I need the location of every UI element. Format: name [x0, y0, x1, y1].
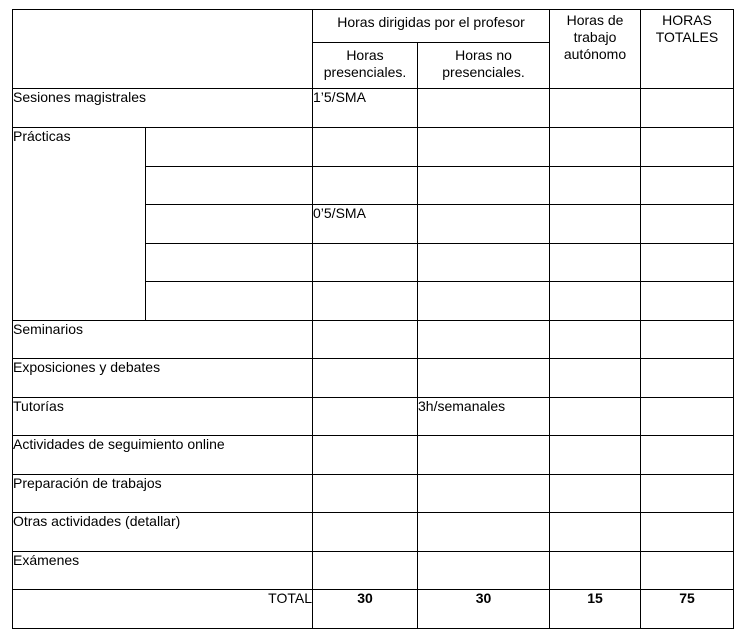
- total-non-presential: 30: [418, 590, 550, 629]
- cell-total: [641, 244, 734, 282]
- cell-presential: [313, 359, 418, 398]
- cell-total: [641, 321, 734, 359]
- cell-presential: [313, 244, 418, 282]
- cell-non-presential: 3h/semanales: [418, 398, 550, 436]
- cell-autonomous: [550, 359, 641, 398]
- row-total: [13, 590, 734, 629]
- cell-total: [641, 89, 734, 128]
- row-label: Exámenes: [13, 552, 313, 590]
- cell-autonomous: [550, 282, 641, 321]
- cell-total: [641, 205, 734, 244]
- row-preparacion-trabajos: [13, 475, 734, 513]
- row-label: Sesiones magistrales: [13, 89, 313, 128]
- cell-total: [641, 167, 734, 205]
- cell-presential: [313, 167, 418, 205]
- cell-non-presential: [418, 552, 550, 590]
- cell-autonomous: [550, 513, 641, 552]
- row-seguimiento-online: [13, 436, 734, 475]
- cell-autonomous: [550, 475, 641, 513]
- cell-total: [641, 475, 734, 513]
- cell-non-presential: [418, 244, 550, 282]
- row-label: Otras actividades (detallar): [13, 513, 313, 552]
- cell-non-presential: [418, 205, 550, 244]
- row-label: Tutorías: [13, 398, 313, 436]
- cell-presential: [313, 475, 418, 513]
- cell-sub-label: [146, 282, 313, 321]
- cell-autonomous: [550, 321, 641, 359]
- row-label: Preparación de trabajos: [13, 475, 313, 513]
- row-label: Actividades de seguimiento online: [13, 436, 313, 475]
- row-practicas-1: [13, 128, 734, 167]
- cell-non-presential: [418, 167, 550, 205]
- cell-total: [641, 128, 734, 167]
- cell-autonomous: [550, 552, 641, 590]
- cell-autonomous: [550, 167, 641, 205]
- cell-total: [641, 398, 734, 436]
- header-directed-hours: Horas dirigidas por el profesor: [313, 10, 550, 43]
- row-seminarios: [13, 321, 734, 359]
- cell-total: [641, 359, 734, 398]
- header-presential-hours: Horas presenciales.: [313, 43, 418, 89]
- cell-autonomous: [550, 128, 641, 167]
- row-tutorias: [13, 398, 734, 436]
- row-examenes: [13, 552, 734, 590]
- cell-non-presential: [418, 359, 550, 398]
- cell-autonomous: [550, 205, 641, 244]
- cell-autonomous: [550, 244, 641, 282]
- cell-autonomous: [550, 89, 641, 128]
- total-label: TOTAL: [13, 590, 313, 629]
- row-sesiones-magistrales: [13, 89, 734, 128]
- cell-presential: [313, 436, 418, 475]
- row-label: Exposiciones y debates: [13, 359, 313, 398]
- cell-sub-label: [146, 128, 313, 167]
- cell-non-presential: [418, 513, 550, 552]
- header-autonomous-hours: Horas de trabajo autónomo: [550, 10, 641, 89]
- cell-total: [641, 513, 734, 552]
- header-total-hours: HORAS TOTALES: [641, 10, 734, 89]
- cell-presential: 0’5/SMA: [313, 205, 418, 244]
- cell-non-presential: [418, 128, 550, 167]
- total-autonomous: 15: [550, 590, 641, 629]
- cell-presential: [313, 321, 418, 359]
- cell-autonomous: [550, 398, 641, 436]
- cell-presential: [313, 513, 418, 552]
- cell-presential: [313, 282, 418, 321]
- cell-sub-label: [146, 205, 313, 244]
- cell-non-presential: [418, 475, 550, 513]
- total-presential: 30: [313, 590, 418, 629]
- row-exposiciones: [13, 359, 734, 398]
- cell-non-presential: [418, 436, 550, 475]
- cell-non-presential: [418, 282, 550, 321]
- header-row-1: [13, 10, 734, 43]
- cell-autonomous: [550, 436, 641, 475]
- row-label: Prácticas: [13, 128, 146, 321]
- cell-presential: 1’5/SMA: [313, 89, 418, 128]
- cell-total: [641, 436, 734, 475]
- cell-sub-label: [146, 167, 313, 205]
- cell-non-presential: [418, 321, 550, 359]
- total-total: 75: [641, 590, 734, 629]
- cell-presential: [313, 398, 418, 436]
- hours-table: [12, 9, 734, 629]
- cell-presential: [313, 552, 418, 590]
- header-empty-cell: [13, 10, 313, 89]
- cell-sub-label: [146, 244, 313, 282]
- cell-non-presential: [418, 89, 550, 128]
- cell-total: [641, 552, 734, 590]
- row-label: Seminarios: [13, 321, 313, 359]
- cell-total: [641, 282, 734, 321]
- row-otras-actividades: [13, 513, 734, 552]
- header-non-presential-hours: Horas no presenciales.: [418, 43, 550, 89]
- cell-presential: [313, 128, 418, 167]
